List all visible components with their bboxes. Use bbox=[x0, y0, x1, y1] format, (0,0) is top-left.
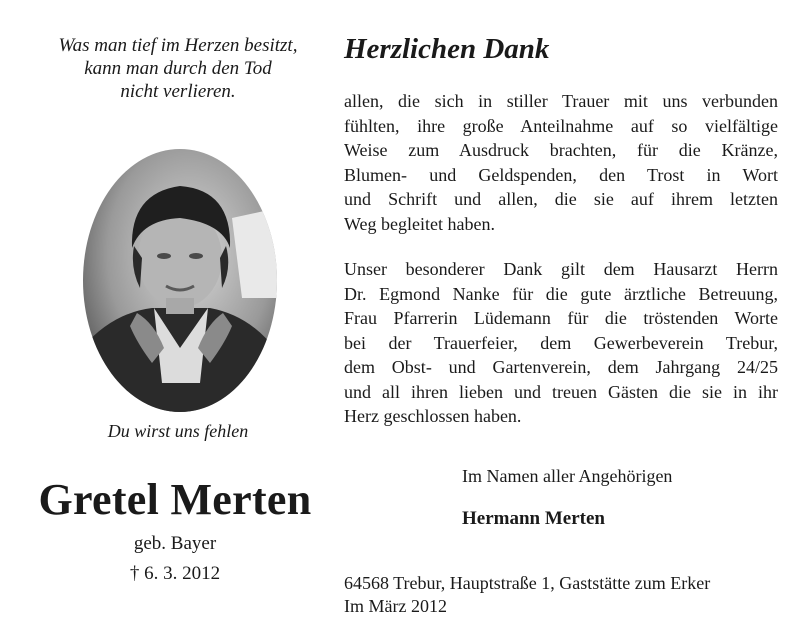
special-thanks-paragraph bbox=[344, 257, 778, 429]
text-line: dem Obst- und Gartenverein, dem Jahrgang 24/25 bbox=[344, 357, 778, 377]
signoff-line: Im Namen aller Angehörigen bbox=[462, 466, 673, 486]
text-line: bei der Trauerfeier, dem Gewerbeverein Trebur, bbox=[344, 332, 778, 353]
text-line: Blumen- und Geldspenden, den Trost in Wort bbox=[344, 164, 778, 185]
death-date: † 6. 3. 2012 bbox=[129, 563, 221, 584]
address-date: Im März 2012 bbox=[344, 596, 447, 616]
text-line: und Schrift und allen, die sie auf ihrem letzten bbox=[344, 189, 778, 209]
text-line: allen, die sich in stiller Trauer mit uns verbunden bbox=[344, 91, 778, 111]
birth-name: geb. Bayer bbox=[133, 533, 217, 554]
thanks-paragraph bbox=[344, 89, 778, 236]
text-line: Weg begleitet haben. bbox=[344, 213, 495, 234]
text-line: Frau Pfarrerin Lüdemann für die tröstenden Worte bbox=[344, 308, 778, 328]
quote-line: nicht verlieren. bbox=[120, 81, 236, 102]
thanks-heading: Herzlichen Dank bbox=[344, 33, 550, 65]
portrait-photo bbox=[82, 148, 278, 413]
memorial-quote bbox=[22, 34, 334, 103]
text-line: und all ihren lieben und treuen Gästen die sie in ihr bbox=[344, 381, 778, 402]
left-column bbox=[0, 0, 360, 642]
signer-name: Hermann Merten bbox=[462, 508, 605, 529]
quote-line: Was man tief im Herzen besitzt, bbox=[58, 35, 298, 56]
right-column bbox=[344, 0, 784, 642]
address-line: 64568 Trebur, Hauptstraße 1, Gaststätte zum Erker bbox=[344, 573, 711, 593]
address-block bbox=[344, 572, 784, 618]
text-line: fühlten, ihre große Anteilnahme auf so vielfältige bbox=[344, 115, 778, 136]
text-line: Herz geschlossen haben. bbox=[344, 406, 522, 426]
quote-line: kann man durch den Tod bbox=[84, 58, 272, 79]
text-line: Unser besonderer Dank gilt dem Hausarzt Herrn bbox=[344, 259, 778, 279]
text-line: Dr. Egmond Nanke für die gute ärztliche Betreuung, bbox=[344, 283, 778, 304]
text-line: Weise zum Ausdruck brachten, für die Kränze, bbox=[344, 140, 778, 160]
photo-caption: Du wirst uns fehlen bbox=[107, 421, 249, 441]
deceased-name: Gretel Merten bbox=[38, 475, 312, 524]
